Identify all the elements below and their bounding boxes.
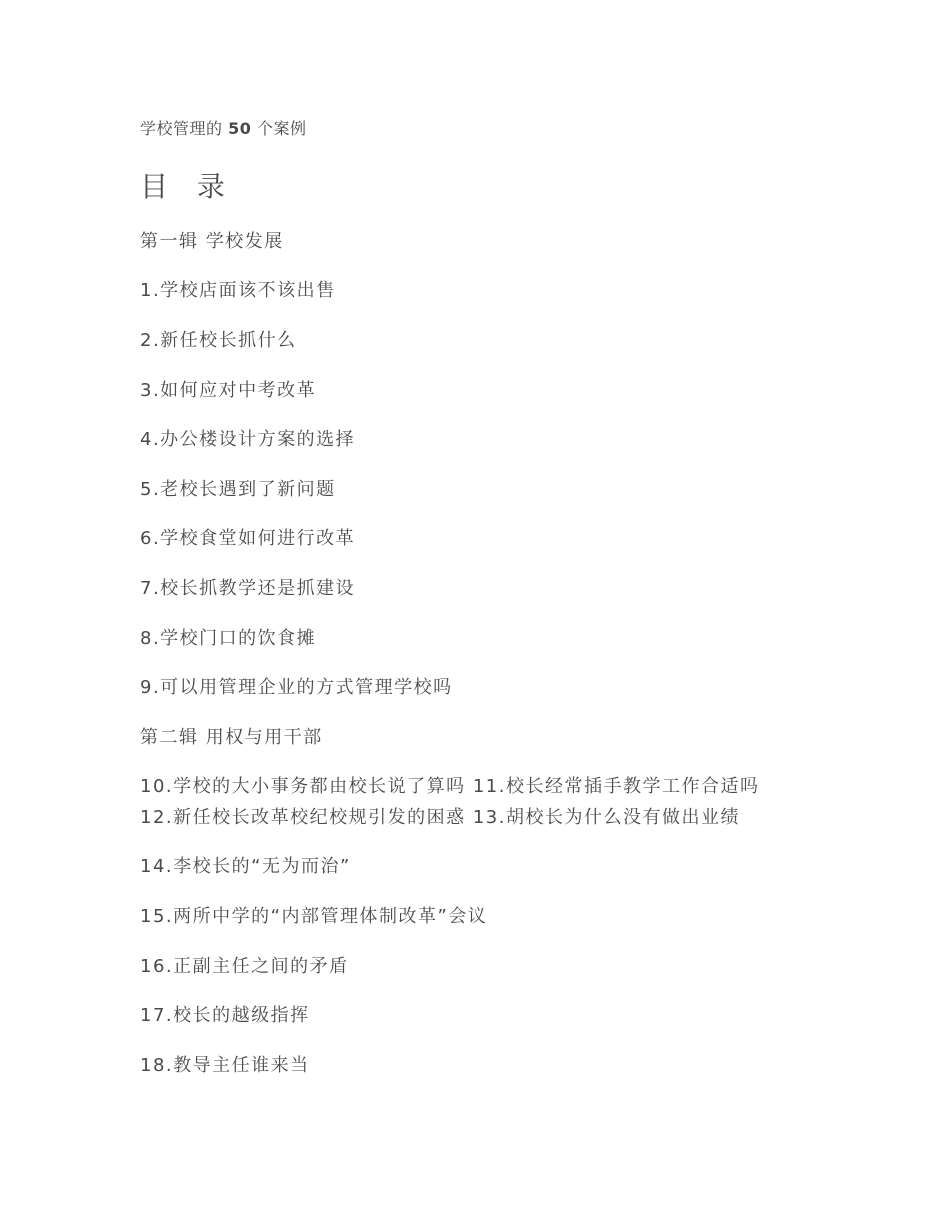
- toc-item[interactable]: 18.教导主任谁来当: [140, 1055, 310, 1076]
- toc-item[interactable]: 14.李校长的“无为而治”: [140, 856, 351, 877]
- toc-item[interactable]: 6.学校食堂如何进行改革: [140, 528, 356, 549]
- section-title: 第一辑 学校发展: [140, 231, 284, 252]
- title-prefix: 学校管理的: [140, 119, 223, 138]
- title-number: 50: [228, 119, 252, 138]
- document-title: [140, 118, 306, 140]
- toc-item[interactable]: 9.可以用管理企业的方式管理学校吗: [140, 677, 453, 698]
- section-title: 第二辑 用权与用干部: [140, 727, 323, 748]
- toc-item[interactable]: 8.学校门口的饮食摊: [140, 628, 317, 649]
- toc-item[interactable]: 16.正副主任之间的矛盾: [140, 956, 349, 977]
- toc-item[interactable]: 2.新任校长抓什么: [140, 330, 297, 351]
- toc-item[interactable]: 10.学校的大小事务都由校长说了算吗 11.校长经常插手教学工作合适吗: [140, 776, 760, 797]
- toc-item[interactable]: 3.如何应对中考改革: [140, 380, 317, 401]
- toc-item[interactable]: 17.校长的越级指挥: [140, 1005, 310, 1026]
- toc-item[interactable]: 4.办公楼设计方案的选择: [140, 429, 356, 450]
- toc-item[interactable]: 15.两所中学的“内部管理体制改革”会议: [140, 906, 488, 927]
- title-suffix: 个案例: [256, 119, 307, 138]
- toc-heading: 目 录: [140, 170, 235, 203]
- toc-item[interactable]: 5.老校长遇到了新问题: [140, 479, 336, 500]
- toc-item[interactable]: 1.学校店面该不该出售: [140, 280, 336, 301]
- toc-item[interactable]: 12.新任校长改革校纪校规引发的困惑 13.胡校长为什么没有做出业绩: [140, 807, 740, 828]
- toc-item[interactable]: 7.校长抓教学还是抓建设: [140, 578, 356, 599]
